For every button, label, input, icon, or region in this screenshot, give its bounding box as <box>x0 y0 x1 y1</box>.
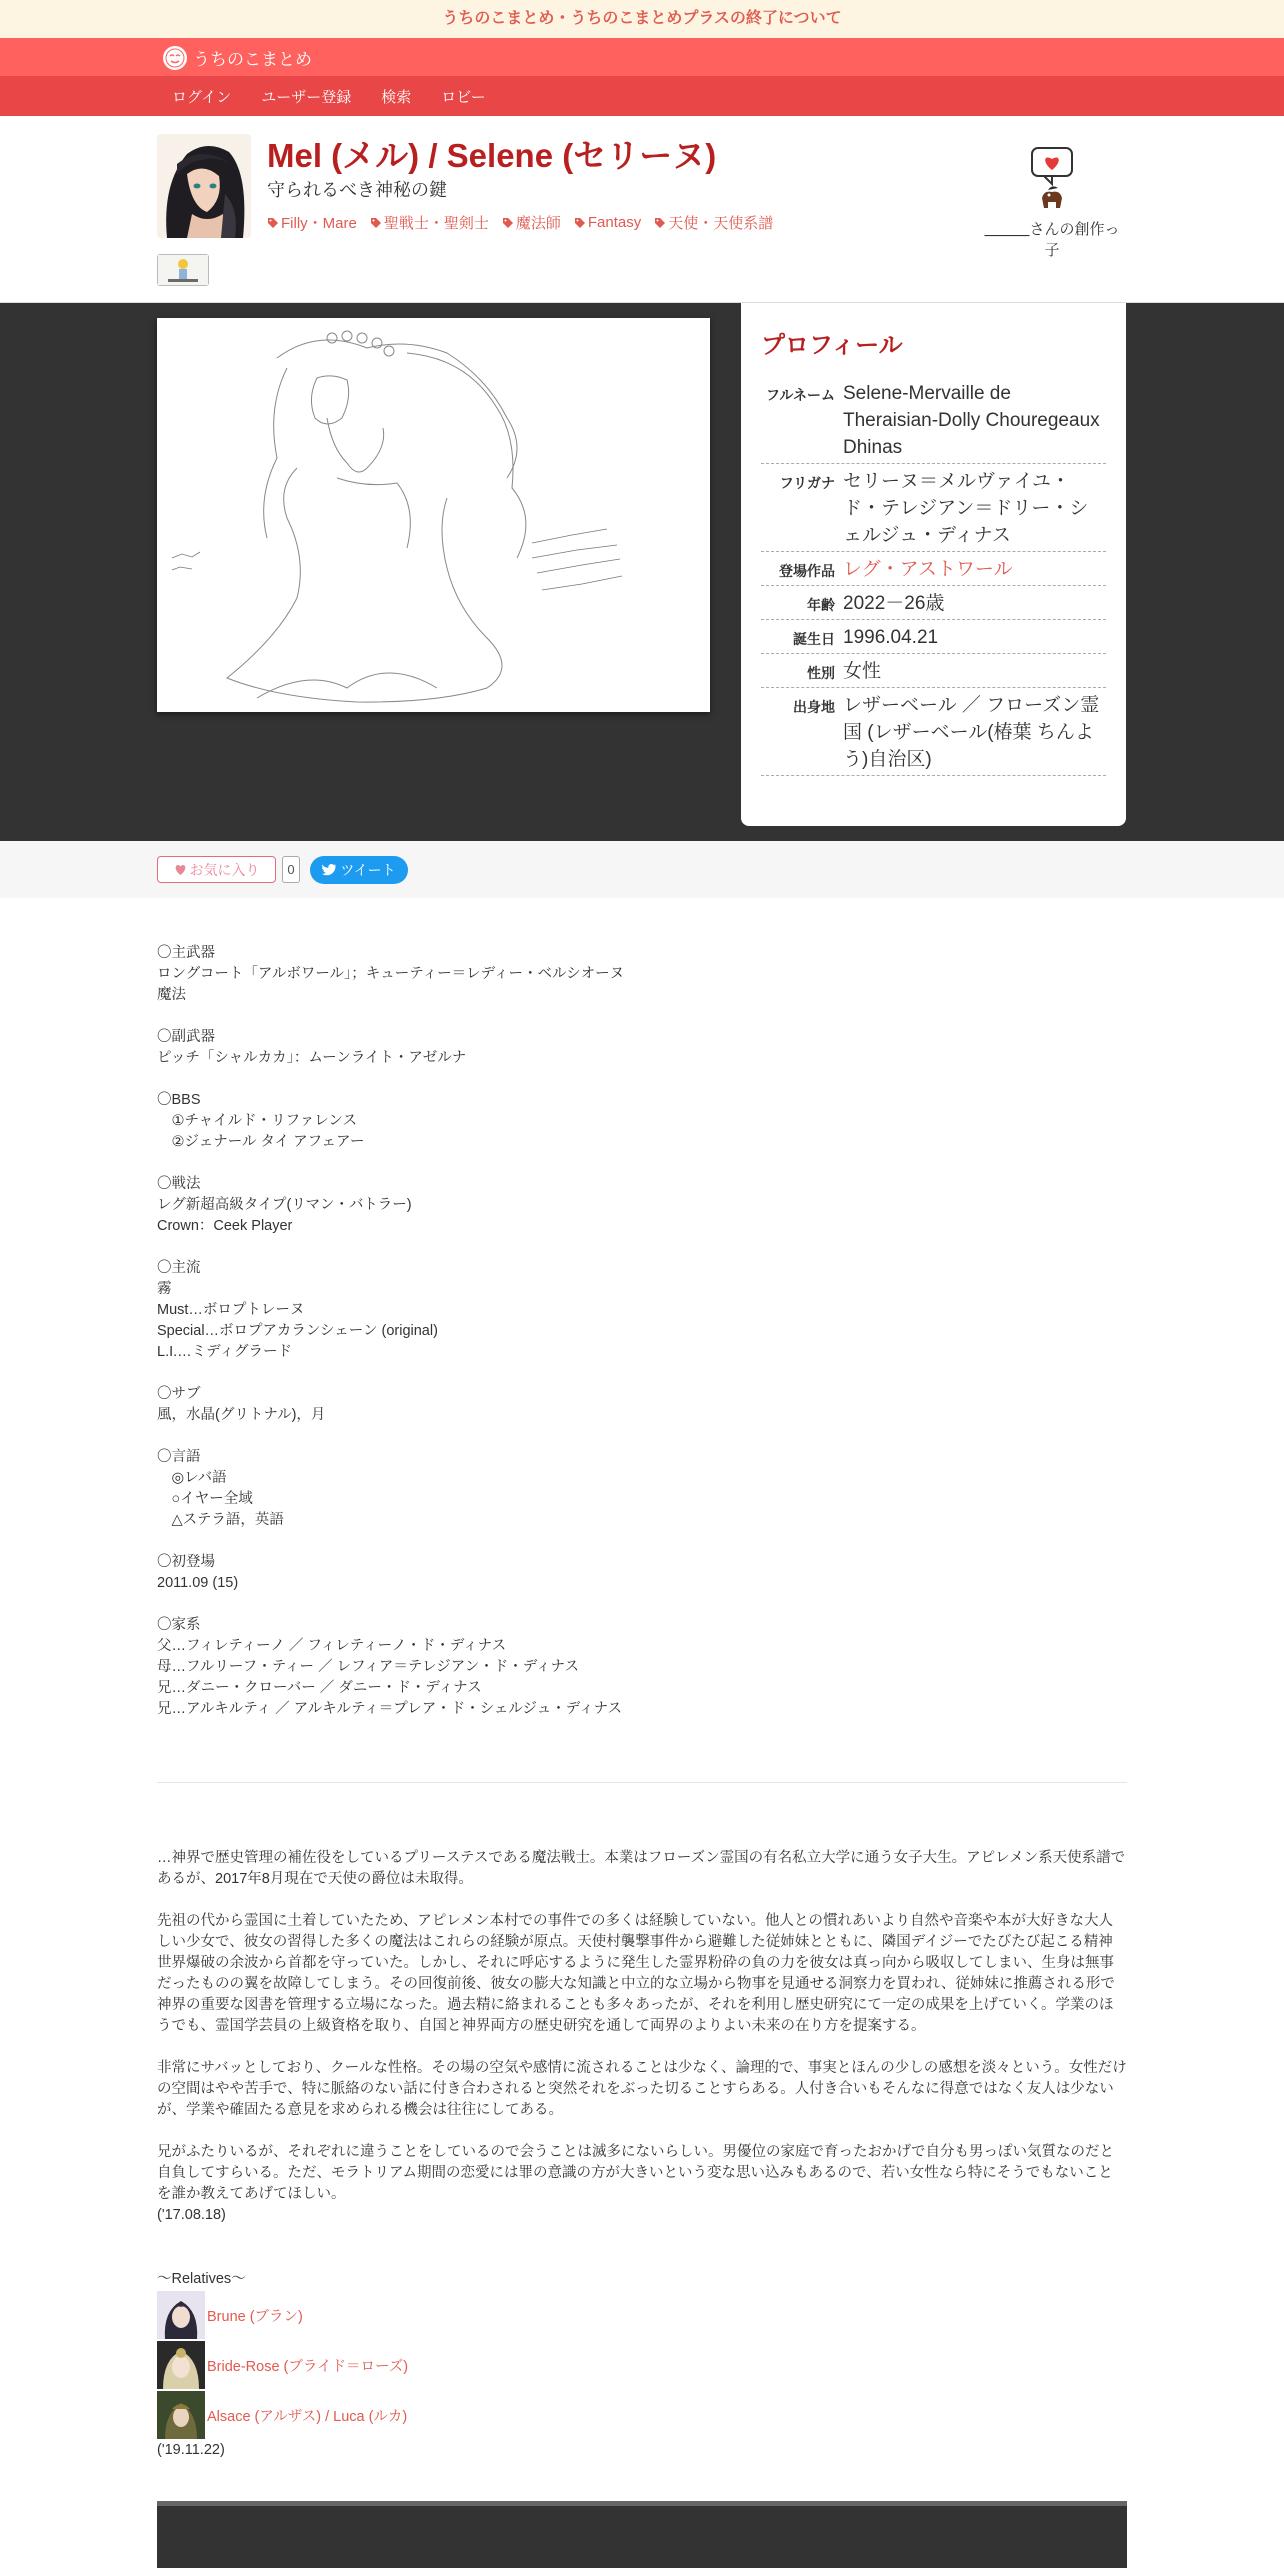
profile-value: レザーベール ／ フローズン霊国 (レザーベール(椿葉 ちんよう)自治区) <box>843 695 1100 770</box>
relative-item[interactable] <box>157 2390 1127 2440</box>
nav-bar <box>0 76 1284 116</box>
tag-icon <box>654 217 666 229</box>
twitter-bird-icon <box>322 864 336 876</box>
relative-link[interactable]: Brune (ブラン) <box>207 2308 303 2325</box>
relatives-heading: ～Relatives～ <box>157 2271 246 2287</box>
relative-thumbnail <box>157 2291 205 2339</box>
profile-row-age <box>761 586 1106 620</box>
profile-label: 出身地 <box>793 699 835 715</box>
relative-item[interactable] <box>157 2340 1127 2390</box>
brand-link[interactable] <box>163 45 312 70</box>
work-link[interactable]: レグ・アストワール <box>843 559 1013 580</box>
story-paragraph: 兄がふたりいるが、それぞれに違うことをしているので会うことは滅多にないらしい。男優位の家庭で育ったおかげで自分も男っぽい気質なのだと自負してすらいる。ただ、モラトリアム期間の恋愛には罪の意識の方が大きいという変な思い込みもあるので、若い女性なら特にそうでもないことを誰か教えてあげてほしい。 <box>157 2144 1114 2202</box>
relatives-section <box>157 2268 1127 2461</box>
profile-card <box>741 303 1126 826</box>
profile-value: 女性 <box>843 661 882 682</box>
character-subtitle: 守られるべき神秘の鍵 <box>267 180 447 200</box>
tag-label: Filly・Mare <box>281 215 357 232</box>
creator-label <box>977 218 1127 260</box>
share-bar <box>0 841 1284 898</box>
profile-heading: プロフィール <box>761 332 903 359</box>
relative-thumbnail <box>157 2341 205 2389</box>
service-end-notice[interactable]: うちのこまとめ・うちのこまとめプラスの終了について <box>0 0 1284 38</box>
tag-mage[interactable] <box>502 212 561 233</box>
profile-row-gender <box>761 654 1106 688</box>
story-paragraph: 先祖の代から霊国に土着していたため、アピレメン本村での事件での多くは経験していない。他人との慣れあいより自然や音楽や本が大好きな大人しい少女で、彼女の習得した多くの魔法はこれらの経験が原点。天使村襲撃事件から避難した従姉妹とともに、隣国デイジーでたびたび起こる精神世界爆破の余波から首都を守っていた。しかし、それに呼応するように発生した霊界粉砕の負の力を彼女は真っ向から吸収してしまい、生身は無事だったものの翼を故障してしまう。その回復前後、彼女の膨大な知識と中立的な立場から物事を見通せる洞察力を買われ、従姉妹に推薦される形で神界の重要な図書を管理する立場になった。過去精に絡まれることも多々あったが、それを利用し歴史研究にて一定の成果を上げていく。学業のほうでも、霊国学芸員の上級資格を取り、自国と神界両方の歴史研究を通して両界のよりよい未来の在り方を提案する。 <box>157 1913 1115 2034</box>
creator-avatar-icon <box>1030 146 1074 214</box>
brand-bar <box>0 38 1284 76</box>
story-paragraph: 非常にサバッとしており、クールな性格。その場の空気や感情に流されることは少なく、論理的で、事実とほんの少しの感想を淡々という。女性だけの空間はやや苦手で、特に脈絡のない話に付き合わされると突然それをぶった切ることすらある。人付き合いもそんなに得意ではなく友人は少ないが、学業や確固たる意見を求められる機会は往往にしてある。 <box>157 2060 1127 2118</box>
favorite-button[interactable] <box>157 856 276 883</box>
tag-label: Fantasy <box>587 214 642 231</box>
tag-holy-warrior[interactable] <box>370 212 489 233</box>
profile-value: Selene-Mervaille de Theraisian-Dolly Chouregeaux Dhinas <box>843 383 1100 458</box>
profile-list <box>761 376 1106 776</box>
profile-value: 1996.04.21 <box>843 627 939 648</box>
profile-row-origin <box>761 688 1106 776</box>
story-date: ('17.08.18) <box>157 2207 226 2223</box>
profile-label: 誕生日 <box>793 631 835 647</box>
profile-row-work <box>761 552 1106 586</box>
logo-icon <box>163 46 187 70</box>
relative-thumbnail <box>157 2391 205 2439</box>
relative-item[interactable] <box>157 2290 1127 2340</box>
character-header <box>0 116 1284 303</box>
nav-login[interactable]: ログイン <box>172 88 232 106</box>
profile-row-birthday <box>761 620 1106 654</box>
nav-lobby[interactable]: ロビー <box>441 88 486 106</box>
character-artwork[interactable] <box>157 318 710 712</box>
relatives-date: ('19.11.22) <box>157 2442 225 2458</box>
character-details: 〇主武器 ロングコート「アルボワール」；キューティー＝レディー・ベルシオーヌ 魔法 〇副武器 ピッチ「シャルカカ」：ムーンライト・アゼルナ 〇BBS ①チャイルド・リファレンス ②ジェナール タイ アフェアー 〇戦法 レグ新超高級タイプ(リマン・バトラー) Crown：Ceek Player 〇主流 霧 Must…ボロプトレーヌ Special…ボロプアカランシェーン (original) L.I.…ミディグラード 〇サブ 風，水晶(グリトナル)，月 〇言語 ◎レバ語 ○イヤー全域 △ステラ語，英語 〇初登場 2011.09 (15) 〇家系 父…フィレティーノ ／ フィレティーノ・ド・ディナス 母…フルリーフ・ティー ／ レフィア＝テレジアン・ド・ディナス 兄…ダニー・クローバー ／ ダニー・ド・ディナス 兄…アルキルティ ／ アルキルティ＝プレア・ド・シェルジュ・ディナス <box>157 945 625 1717</box>
profile-row-fullname <box>761 376 1106 464</box>
creator-suffix: さんの創作っ子 <box>1029 221 1120 259</box>
tag-icon <box>267 217 279 229</box>
story-paragraph: …神界で歴史管理の補佐役をしているプリーステスである魔法戦士。本業はフローズン霊国の有名私立大学に通う女子大生。アピレメン系天使系譜であるが、2017年8月現在で天使の爵位は未取得。 <box>157 1850 1126 1887</box>
profile-label: フルネーム <box>765 387 835 403</box>
tweet-button[interactable] <box>310 856 408 884</box>
tag-icon <box>574 217 586 229</box>
tag-label: 天使・天使系譜 <box>668 215 774 232</box>
tag-angel[interactable] <box>654 212 773 233</box>
section-divider <box>157 1782 1127 1783</box>
profile-label: 性別 <box>807 665 835 681</box>
tag-icon <box>502 217 514 229</box>
nav-register[interactable]: ユーザー登録 <box>261 88 352 106</box>
profile-label: 年齢 <box>807 597 835 613</box>
creator-info[interactable] <box>977 146 1127 260</box>
relative-link[interactable]: Bride-Rose (ブライド＝ローズ) <box>207 2358 409 2375</box>
character-title: Mel (メル) / Selene (セリーヌ) <box>267 137 717 174</box>
tag-label: 聖戦士・聖剣士 <box>383 215 489 232</box>
nav-search[interactable]: 検索 <box>381 88 412 106</box>
profile-label: フリガナ <box>779 475 835 491</box>
profile-label: 登場作品 <box>779 563 835 579</box>
profile-value: 2022－26歳 <box>843 593 945 614</box>
heart-icon <box>174 864 187 876</box>
favorite-label: お気に入り <box>189 861 260 878</box>
tag-fantasy[interactable] <box>574 212 641 233</box>
profile-value: セリーヌ＝メルヴァイユ・ド・テレジアン＝ドリー・シェルジュ・ディナス <box>843 471 1089 546</box>
character-story <box>157 1848 1127 2247</box>
profile-row-furigana <box>761 464 1106 552</box>
gallery-thumbnail[interactable] <box>157 254 209 286</box>
creator-name[interactable]: ＿＿＿ <box>984 221 1030 238</box>
relative-link[interactable]: Alsace (アルザス) / Luca (ルカ) <box>207 2408 408 2425</box>
tweet-label: ツイート <box>340 862 396 878</box>
brand-name: うちのこまとめ <box>193 50 312 69</box>
hero-section <box>0 303 1284 841</box>
character-avatar[interactable] <box>157 134 251 238</box>
tag-list <box>267 212 773 233</box>
tag-filly-mare[interactable] <box>267 212 357 233</box>
footer <box>157 2501 1127 2568</box>
tag-icon <box>370 217 382 229</box>
favorite-count: 0 <box>282 856 300 883</box>
tag-label: 魔法師 <box>515 215 561 232</box>
